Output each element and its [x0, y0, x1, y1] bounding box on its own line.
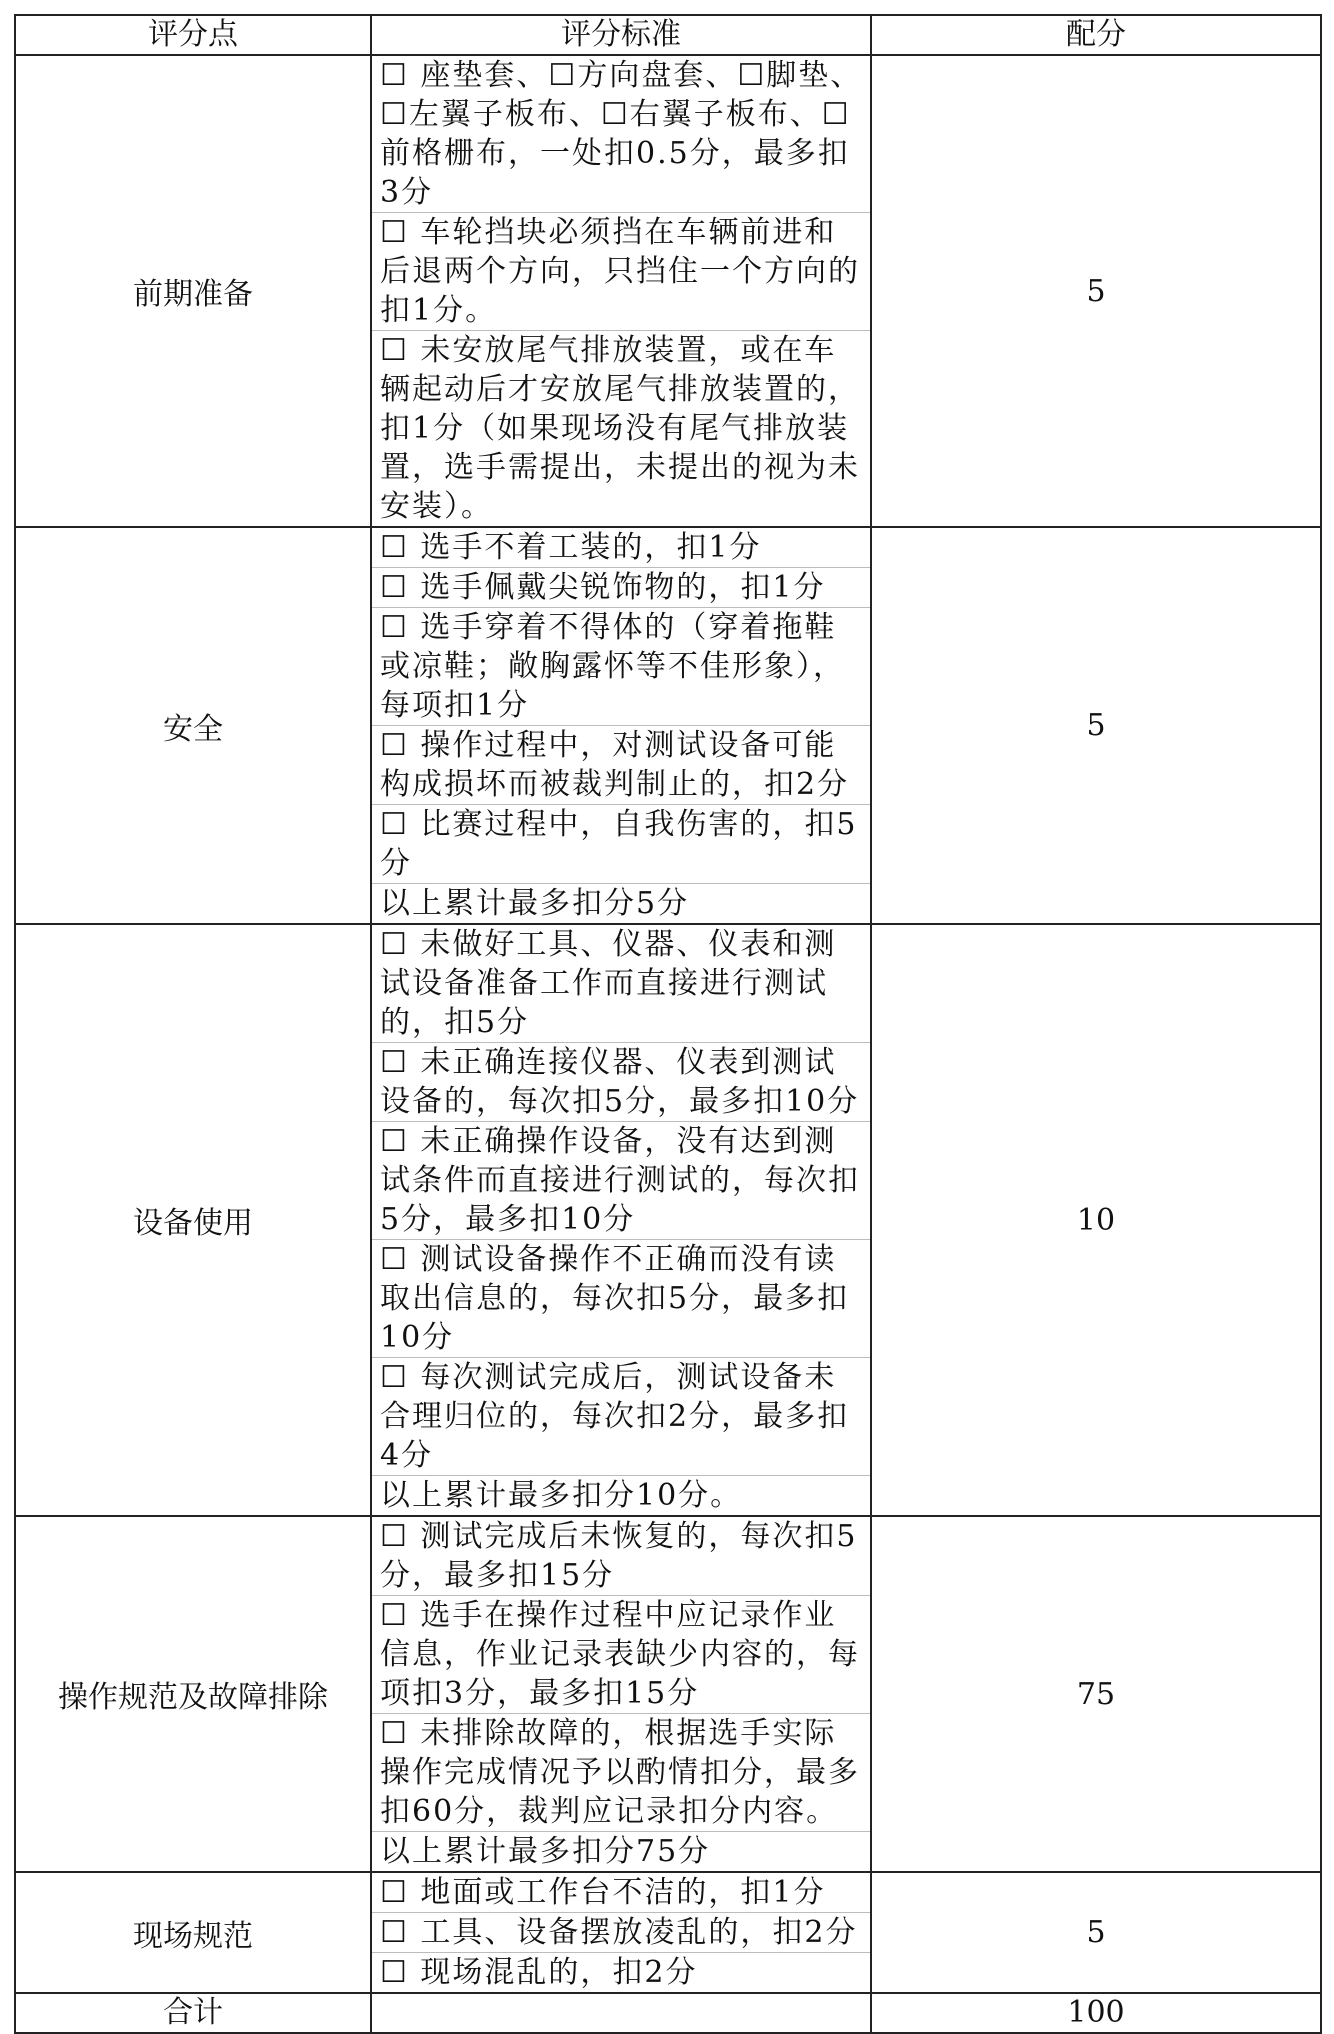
criteria-item: ☐ 每次测试完成后，测试设备未合理归位的，每次扣2分，最多扣4分	[372, 1358, 870, 1476]
section-point: 现场规范	[15, 1872, 371, 1993]
criteria-item: ☐ 未正确操作设备，没有达到测试条件而直接进行测试的，每次扣5分，最多扣10分	[372, 1122, 870, 1240]
criteria-item: ☐ 车轮挡块必须挡在车辆前进和后退两个方向，只挡住一个方向的扣1分。	[372, 213, 870, 331]
section-score: 75	[871, 1516, 1321, 1872]
criteria-summary: 以上累计最多扣分5分	[380, 886, 690, 921]
scoring-table	[14, 14, 1322, 2034]
criteria-item: ☐ 未正确连接仪器、仪表到测试设备的，每次扣5分，最多扣10分	[372, 1043, 870, 1122]
criteria-item: ☐ 现场混乱的，扣2分	[380, 1955, 698, 1990]
total-score: 100	[871, 1993, 1321, 2033]
section-point: 操作规范及故障排除	[15, 1516, 371, 1872]
criteria-item: ☐ 选手佩戴尖锐饰物的，扣1分	[372, 568, 870, 608]
section-score: 10	[871, 924, 1321, 1516]
criteria-item: ☐ 测试完成后未恢复的，每次扣5分，最多扣15分	[372, 1517, 870, 1596]
section-criteria	[371, 924, 871, 1516]
total-label: 合计	[15, 1993, 371, 2033]
section-score: 5	[871, 55, 1321, 527]
total-row	[15, 1993, 1321, 2033]
criteria-item: ☐ 工具、设备摆放凌乱的，扣2分	[372, 1913, 870, 1953]
section-row-site	[15, 1872, 1321, 1993]
section-point: 安全	[15, 527, 371, 924]
section-row-preparation	[15, 55, 1321, 527]
header-criteria: 评分标准	[371, 15, 871, 55]
criteria-summary: 以上累计最多扣分75分	[380, 1834, 711, 1869]
section-criteria	[371, 55, 871, 527]
criteria-item: ☐ 座垫套、☐方向盘套、☐脚垫、☐左翼子板布、☐右翼子板布、☐前格栅布，一处扣0.5分，最多扣3分	[372, 56, 870, 213]
criteria-summary: 以上累计最多扣分10分。	[380, 1478, 743, 1513]
header-row	[15, 15, 1321, 55]
section-criteria	[371, 1872, 871, 1993]
section-criteria	[371, 527, 871, 924]
criteria-item: ☐ 选手不着工装的，扣1分	[372, 528, 870, 568]
section-row-safety	[15, 527, 1321, 924]
total-criteria	[371, 1993, 871, 2033]
section-row-equipment	[15, 924, 1321, 1516]
section-score: 5	[871, 527, 1321, 924]
criteria-item: ☐ 未排除故障的，根据选手实际操作完成情况予以酌情扣分，最多扣60分，裁判应记录扣分内容。	[372, 1714, 870, 1832]
section-criteria	[371, 1516, 871, 1872]
section-point: 前期准备	[15, 55, 371, 527]
criteria-item: ☐ 测试设备操作不正确而没有读取出信息的，每次扣5分，最多扣10分	[372, 1240, 870, 1358]
header-point: 评分点	[15, 15, 371, 55]
criteria-item: ☐ 选手穿着不得体的（穿着拖鞋或凉鞋；敞胸露怀等不佳形象），每项扣1分	[372, 608, 870, 726]
criteria-item: ☐ 未安放尾气排放装置，或在车辆起动后才安放尾气排放装置的，扣1分（如果现场没有尾气排放装置，选手需提出，未提出的视为未安装）。	[380, 333, 860, 524]
criteria-item: ☐ 操作过程中，对测试设备可能构成损坏而被裁判制止的，扣2分	[372, 726, 870, 805]
criteria-item: ☐ 比赛过程中，自我伤害的，扣5分	[372, 805, 870, 884]
criteria-item: ☐ 地面或工作台不洁的，扣1分	[372, 1873, 870, 1913]
criteria-item: ☐ 未做好工具、仪器、仪表和测试设备准备工作而直接进行测试的，扣5分	[372, 925, 870, 1043]
section-score: 5	[871, 1872, 1321, 1993]
section-point: 设备使用	[15, 924, 371, 1516]
criteria-item: ☐ 选手在操作过程中应记录作业信息，作业记录表缺少内容的，每项扣3分，最多扣15分	[372, 1596, 870, 1714]
section-row-operation	[15, 1516, 1321, 1872]
header-score: 配分	[871, 15, 1321, 55]
